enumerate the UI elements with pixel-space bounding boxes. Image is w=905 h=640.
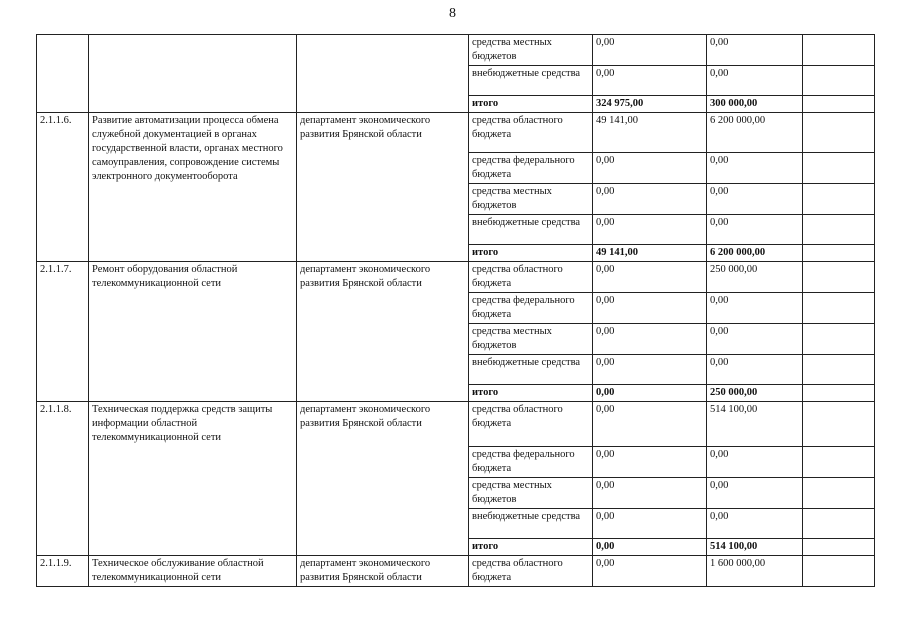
amount-2: 0,00 (707, 215, 803, 245)
amount-2: 514 100,00 (707, 402, 803, 447)
amount-2: 0,00 (707, 324, 803, 355)
funding-source: итого (469, 245, 593, 262)
item-name: Развитие автоматизации процесса обмена служебной документацией в органах государственной власти, органах местного самоуправления, сопровождение системы электронного документооборота (89, 113, 297, 262)
empty-cell (803, 324, 875, 355)
amount-2: 0,00 (707, 35, 803, 66)
empty-cell (803, 478, 875, 509)
item-code: 2.1.1.9. (37, 556, 89, 587)
funding-source: внебюджетные средства (469, 509, 593, 539)
funding-source: средства областного бюджета (469, 113, 593, 153)
item-name (89, 35, 297, 113)
amount-1: 0,00 (593, 324, 707, 355)
empty-cell (803, 184, 875, 215)
funding-source: средства федерального бюджета (469, 153, 593, 184)
funding-source: средства местных бюджетов (469, 184, 593, 215)
funding-row (37, 262, 875, 293)
empty-cell (803, 96, 875, 113)
amount-2: 250 000,00 (707, 262, 803, 293)
empty-cell (803, 66, 875, 96)
item-executor: департамент экономического развития Брянской области (297, 262, 469, 402)
amount-2: 300 000,00 (707, 96, 803, 113)
amount-2: 0,00 (707, 184, 803, 215)
amount-2: 6 200 000,00 (707, 113, 803, 153)
amount-1: 0,00 (593, 447, 707, 478)
funding-source: средства федерального бюджета (469, 293, 593, 324)
empty-cell (803, 245, 875, 262)
amount-1: 0,00 (593, 153, 707, 184)
amount-1: 324 975,00 (593, 96, 707, 113)
empty-cell (803, 385, 875, 402)
funding-source: внебюджетные средства (469, 215, 593, 245)
item-code: 2.1.1.8. (37, 402, 89, 556)
amount-1: 0,00 (593, 355, 707, 385)
amount-1: 0,00 (593, 509, 707, 539)
amount-2: 1 600 000,00 (707, 556, 803, 587)
item-executor: департамент экономического развития Брянской области (297, 556, 469, 587)
amount-1: 0,00 (593, 66, 707, 96)
item-code: 2.1.1.6. (37, 113, 89, 262)
amount-2: 0,00 (707, 478, 803, 509)
amount-2: 0,00 (707, 66, 803, 96)
funding-row (37, 556, 875, 587)
item-executor: департамент экономического развития Брянской области (297, 113, 469, 262)
amount-2: 0,00 (707, 447, 803, 478)
funding-row (37, 113, 875, 153)
item-executor: департамент экономического развития Брянской области (297, 402, 469, 556)
amount-2: 0,00 (707, 293, 803, 324)
item-name: Ремонт оборудования областной телекоммуникационной сети (89, 262, 297, 402)
amount-2: 514 100,00 (707, 539, 803, 556)
empty-cell (803, 355, 875, 385)
amount-2: 0,00 (707, 355, 803, 385)
empty-cell (803, 113, 875, 153)
amount-1: 49 141,00 (593, 113, 707, 153)
empty-cell (803, 215, 875, 245)
item-executor (297, 35, 469, 113)
empty-cell (803, 556, 875, 587)
amount-1: 0,00 (593, 262, 707, 293)
funding-row (37, 402, 875, 447)
funding-source: средства областного бюджета (469, 262, 593, 293)
amount-2: 0,00 (707, 153, 803, 184)
amount-1: 0,00 (593, 293, 707, 324)
amount-1: 0,00 (593, 402, 707, 447)
amount-2: 250 000,00 (707, 385, 803, 402)
amount-1: 0,00 (593, 184, 707, 215)
funding-row (37, 35, 875, 66)
page-number: 8 (449, 6, 456, 21)
amount-2: 6 200 000,00 (707, 245, 803, 262)
budget-table-body (37, 35, 875, 587)
budget-table (36, 34, 875, 587)
funding-source: внебюджетные средства (469, 355, 593, 385)
amount-2: 0,00 (707, 509, 803, 539)
funding-source: средства федерального бюджета (469, 447, 593, 478)
funding-source: внебюджетные средства (469, 66, 593, 96)
funding-source: средства областного бюджета (469, 556, 593, 587)
amount-1: 0,00 (593, 35, 707, 66)
amount-1: 0,00 (593, 478, 707, 509)
amount-1: 49 141,00 (593, 245, 707, 262)
amount-1: 0,00 (593, 385, 707, 402)
item-name: Техническая поддержка средств защиты информации областной телекоммуникационной сети (89, 402, 297, 556)
empty-cell (803, 153, 875, 184)
empty-cell (803, 402, 875, 447)
amount-1: 0,00 (593, 556, 707, 587)
funding-source: средства областного бюджета (469, 402, 593, 447)
funding-source: средства местных бюджетов (469, 324, 593, 355)
empty-cell (803, 293, 875, 324)
funding-source: итого (469, 96, 593, 113)
item-code (37, 35, 89, 113)
empty-cell (803, 262, 875, 293)
funding-source: итого (469, 539, 593, 556)
empty-cell (803, 509, 875, 539)
funding-source: средства местных бюджетов (469, 478, 593, 509)
amount-1: 0,00 (593, 215, 707, 245)
empty-cell (803, 447, 875, 478)
amount-1: 0,00 (593, 539, 707, 556)
item-name: Техническое обслуживание областной телекоммуникационной сети (89, 556, 297, 587)
funding-source: средства местных бюджетов (469, 35, 593, 66)
item-code: 2.1.1.7. (37, 262, 89, 402)
empty-cell (803, 539, 875, 556)
empty-cell (803, 35, 875, 66)
funding-source: итого (469, 385, 593, 402)
